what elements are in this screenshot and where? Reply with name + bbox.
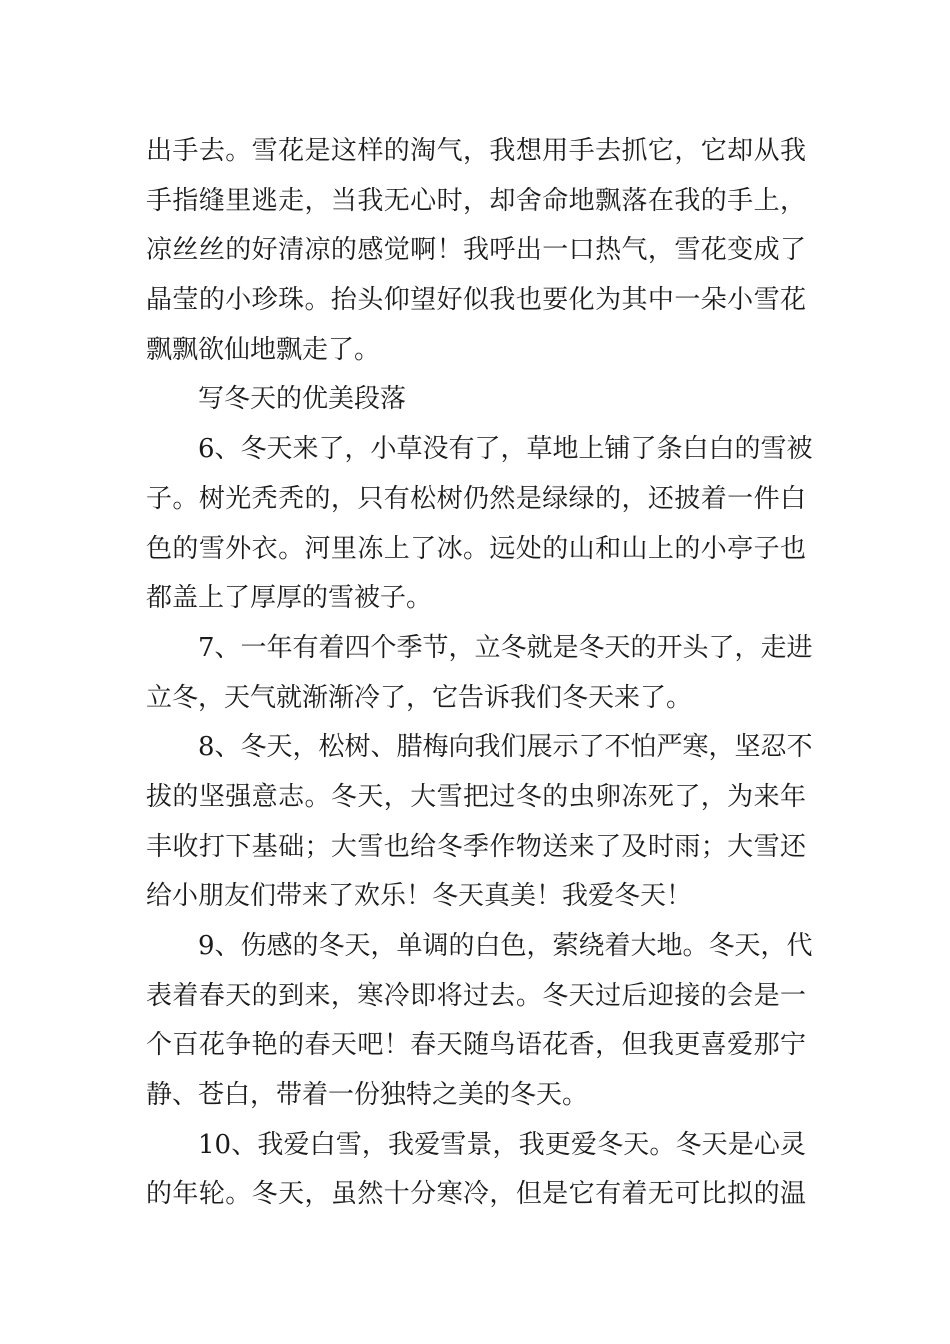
text-line: 凉丝丝的好清凉的感觉啊！我呼出一口热气，雪花变成了 [146, 235, 806, 266]
text-line: 出手去。雪花是这样的淘气，我想用手去抓它，它却从我 [146, 136, 806, 166]
text-line: 立冬，天气就渐渐冷了，它告诉我们冬天来了。 [146, 682, 693, 713]
text-line: 晶莹的小珍珠。抬头仰望好似我也要化为其中一朵小雪花 [146, 285, 806, 316]
text-line: 10、我爱白雪，我爱雪景，我更爱冬天。冬天是心灵 [198, 1129, 806, 1160]
text-line: 的年轮。冬天，虽然十分寒冷，但是它有着无可比拟的温 [146, 1179, 806, 1210]
text-line: 6、冬天来了，小草没有了，草地上铺了条白白的雪被 [198, 434, 813, 465]
body-text [146, 127, 813, 1220]
text-line: 表着春天的到来，寒冷即将过去。冬天过后迎接的会是一 [146, 980, 806, 1011]
section-heading: 写冬天的优美段落 [198, 384, 407, 415]
text-line: 给小朋友们带来了欢乐！冬天真美！我爱冬天！ [146, 881, 693, 912]
text-line: 个百花争艳的春天吧！春天随鸟语花香，但我更喜爱那宁 [146, 1030, 806, 1061]
text-line: 都盖上了厚厚的雪被子。 [146, 583, 433, 614]
text-line: 静、苍白，带着一份独特之美的冬天。 [146, 1080, 589, 1111]
text-line: 手指缝里逃走，当我无心时，却舍命地飘落在我的手上， [146, 185, 806, 216]
text-line: 拔的坚强意志。冬天，大雪把过冬的虫卵冻死了，为来年 [146, 781, 806, 812]
text-line: 7、一年有着四个季节，立冬就是冬天的开头了，走进 [198, 632, 813, 663]
text-line: 飘飘欲仙地飘走了。 [146, 334, 381, 365]
text-line: 子。树光秃秃的，只有松树仍然是绿绿的，还披着一件白 [146, 483, 806, 514]
text-line: 8、冬天，松树、腊梅向我们展示了不怕严寒，坚忍不 [198, 732, 813, 763]
text-line: 丰收打下基础；大雪也给冬季作物送来了及时雨；大雪还 [146, 831, 806, 862]
text-line: 色的雪外衣。河里冻上了冰。远处的山和山上的小亭子也 [146, 533, 806, 564]
text-line: 9、伤感的冬天，单调的白色，萦绕着大地。冬天，代 [198, 931, 813, 961]
